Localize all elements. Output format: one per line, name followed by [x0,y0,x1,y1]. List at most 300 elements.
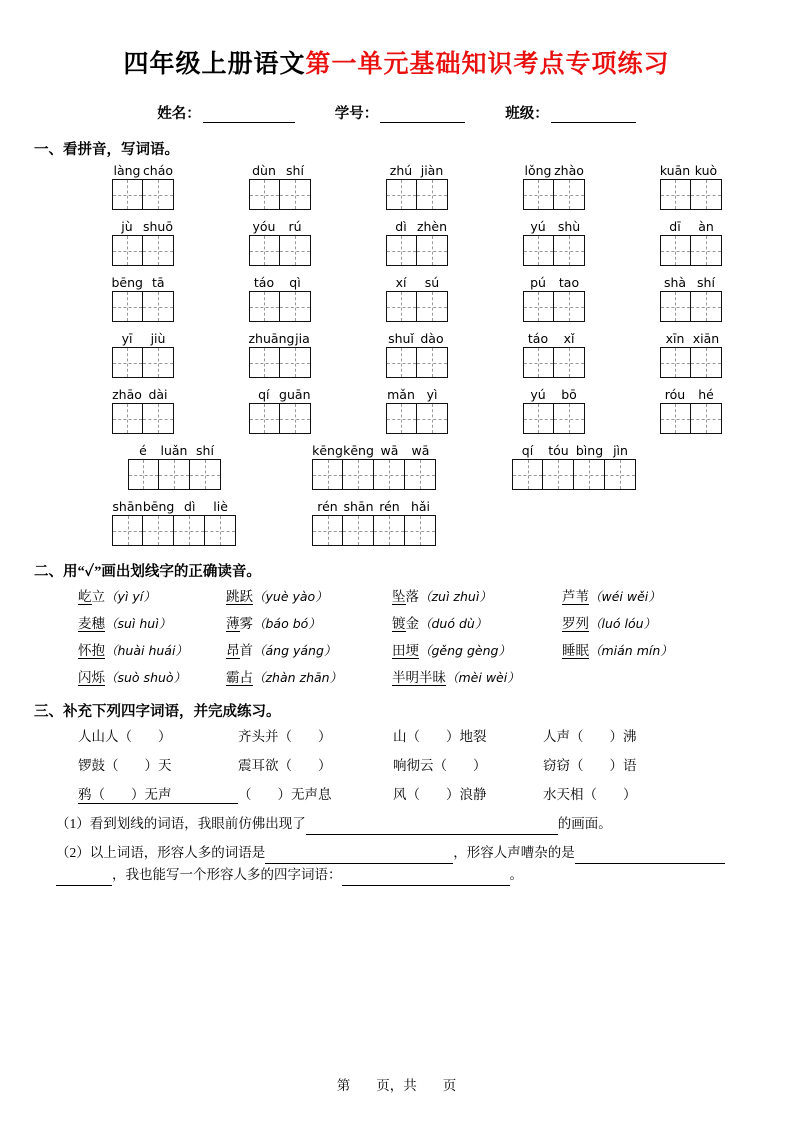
pronunciation-row [78,639,759,659]
pinyin-word-group [348,331,485,378]
tianzige-boxes[interactable] [386,179,448,210]
idiom-item[interactable] [543,725,693,745]
idiom-suffix: ） [473,758,487,773]
pinyin-cell-slot [485,163,622,210]
pinyin-label [128,443,221,458]
pronunciation-item[interactable] [226,639,392,659]
tianzige-cell[interactable] [143,291,174,322]
tianzige-boxes[interactable] [523,179,585,210]
q1-blank[interactable] [306,819,558,835]
pinyin-options[interactable]: （suò shuò） [105,670,187,685]
pinyin-cell-slot [485,219,622,266]
pinyin-syllable: bēng [111,275,143,290]
pinyin-cell-slot [622,219,759,266]
tianzige-boxes[interactable] [249,235,311,266]
tianzige-cell[interactable] [574,459,605,490]
tianzige-cell[interactable] [112,179,143,210]
tianzige-cell[interactable] [554,291,585,322]
tianzige-boxes[interactable] [112,179,174,210]
tianzige-cell[interactable] [249,347,280,378]
pronunciation-row [78,666,759,686]
pinyin-label [249,331,311,346]
tianzige-cell[interactable] [405,459,436,490]
pinyin-syllable: dào [420,331,444,346]
tianzige-cell[interactable] [343,459,374,490]
pinyin-syllable: bìng [575,443,604,458]
pinyin-options[interactable]: （mián mín） [589,643,673,658]
pinyin-label [660,163,722,178]
word-rest: 金 [405,616,419,631]
underlined-word: 闪烁 [78,670,105,685]
tianzige-cell[interactable] [249,291,280,322]
pinyin-word-group [211,163,348,210]
pinyin-cell-slot [348,163,485,210]
pinyin-options[interactable]: （luó lóu） [589,616,657,631]
pinyin-syllable: jìn [613,443,628,458]
name-blank[interactable] [203,109,295,123]
pinyin-syllable: táo [253,275,275,290]
tianzige-cell[interactable] [112,291,143,322]
pinyin-options[interactable]: （duó dù） [419,616,488,631]
q2-blank-1[interactable] [265,848,453,864]
tianzige-cell[interactable] [386,235,417,266]
pronunciation-item[interactable] [392,666,562,686]
tianzige-boxes[interactable] [249,179,311,210]
idiom-item[interactable] [393,725,543,745]
pronunciation-item[interactable] [78,612,226,632]
pinyin-syllable: mǎn [387,387,415,402]
pinyin-cell-slot [74,163,211,210]
pinyin-label [112,219,174,234]
footer-post: 页 [442,1078,457,1093]
q2-blank-3[interactable] [342,870,510,886]
pinyin-cell-slot [485,387,622,434]
pinyin-syllable: hé [698,387,714,402]
idiom-row [78,783,759,804]
tianzige-boxes[interactable] [386,403,448,434]
tianzige-cell[interactable] [280,179,311,210]
tianzige-boxes[interactable] [660,179,722,210]
tianzige-cell[interactable] [112,347,143,378]
tianzige-boxes[interactable] [523,403,585,434]
pinyin-syllable: tao [558,275,580,290]
tianzige-boxes[interactable] [249,403,311,434]
pinyin-syllable: yú [530,387,546,402]
pinyin-word-group [211,331,348,378]
section-2-body [78,585,759,686]
tianzige-cell[interactable] [691,291,722,322]
pinyin-syllable: tóu [548,443,569,458]
class-blank[interactable] [551,109,636,123]
pinyin-label [312,443,436,458]
pinyin-cell-slot [74,275,211,322]
idiom-prefix: 窃窃（ [543,758,584,773]
pinyin-syllable: kēng [343,443,374,458]
pinyin-word-group [485,387,622,434]
tianzige-cell[interactable] [660,235,691,266]
student-id-blank[interactable] [380,109,465,123]
tianzige-cell[interactable] [691,235,722,266]
pinyin-word-group [74,163,211,210]
tianzige-boxes[interactable] [112,347,174,378]
idiom-item[interactable] [78,754,238,774]
pinyin-word-group [74,219,211,266]
q2-blank-2[interactable] [575,848,725,864]
tianzige-cell[interactable] [554,179,585,210]
pinyin-label [386,331,448,346]
idiom-item[interactable] [543,754,693,774]
pinyin-syllable: lǒng [524,163,552,178]
pinyin-syllable: dì [395,219,407,234]
pinyin-cell-slot [74,331,211,378]
page-title [34,44,759,80]
tianzige-cell[interactable] [660,347,691,378]
pinyin-label [660,331,722,346]
tianzige-cell[interactable] [386,291,417,322]
tianzige-cell[interactable] [554,403,585,434]
tianzige-cell[interactable] [312,459,343,490]
tianzige-cell[interactable] [174,515,205,546]
pinyin-cell-slot [274,443,474,490]
pinyin-row-long [34,443,759,490]
pinyin-cell-slot [211,219,348,266]
idiom-suffix: ）地裂 [446,729,487,744]
tianzige-cell[interactable] [280,235,311,266]
pronunciation-item[interactable] [226,612,392,632]
tianzige-cell[interactable] [417,403,448,434]
tianzige-cell[interactable] [523,403,554,434]
pinyin-label [512,443,636,458]
pinyin-syllable: kuò [694,163,718,178]
tianzige-cell[interactable] [660,179,691,210]
pinyin-label [523,163,585,178]
pronunciation-item[interactable] [562,639,722,659]
idiom-item[interactable] [393,754,543,774]
tianzige-boxes[interactable] [128,459,221,490]
pinyin-syllable: wā [380,443,399,458]
pinyin-label [386,275,448,290]
tianzige-cell[interactable] [523,179,554,210]
pinyin-syllable: zhuāng [248,331,295,346]
tianzige-cell[interactable] [143,179,174,210]
pinyin-word-group [274,499,474,546]
title-part-2: 第一单元 [305,51,410,78]
pinyin-syllable: shān [343,499,374,514]
pinyin-cell-slot [211,331,348,378]
tianzige-boxes[interactable] [249,347,311,378]
pinyin-syllable: qí [521,443,534,458]
underlined-word: 霸占 [226,670,253,685]
tianzige-cell[interactable] [417,235,448,266]
pinyin-cell-slot [211,387,348,434]
tianzige-cell[interactable] [280,347,311,378]
idiom-prefix: 人山人（ [78,729,132,744]
pronunciation-item[interactable] [226,585,392,605]
q2-blank-2-cont[interactable] [56,870,112,886]
tianzige-cell[interactable] [386,347,417,378]
q2-text-b: ，形容人声嘈杂的是 [453,845,575,860]
pinyin-options[interactable]: （zhàn zhān） [253,670,343,685]
section-2-heading: 二、用“✓”画出划线字的正确读音。 [34,564,261,580]
tianzige-cell[interactable] [190,459,221,490]
pinyin-label [523,331,585,346]
tianzige-cell[interactable] [374,459,405,490]
pronunciation-item[interactable] [392,612,562,632]
q1-text-a: （1）看到划线的词语，我眼前仿佛出现了 [56,816,306,831]
pinyin-options[interactable]: （wéi wěi） [589,589,661,604]
tianzige-cell[interactable] [554,347,585,378]
pinyin-cell-slot [485,331,622,378]
pinyin-syllable: yī [121,331,133,346]
idiom-suffix: ） [318,729,332,744]
idiom-prefix: 震耳欲（ [238,758,292,773]
tianzige-cell[interactable] [660,291,691,322]
tianzige-cell[interactable] [143,347,174,378]
underlined-word: 半明半昧 [392,670,446,685]
word-rest: 立 [91,589,105,604]
pinyin-syllable: zhāo [112,387,142,402]
idiom-item[interactable] [238,783,393,804]
tianzige-cell[interactable] [343,515,374,546]
tianzige-cell[interactable] [112,403,143,434]
underlined-word: 屹 [78,589,92,604]
tianzige-boxes[interactable] [112,515,236,546]
pinyin-syllable: luǎn [160,443,188,458]
tianzige-boxes[interactable] [112,403,174,434]
pinyin-options[interactable]: （yì yí） [105,589,156,604]
class-label: 班级： [505,106,549,122]
pinyin-word-group [474,443,674,490]
pinyin-row [34,219,759,266]
tianzige-boxes[interactable] [660,291,722,322]
pinyin-syllable: dài [148,387,168,402]
pronunciation-item[interactable] [562,585,722,605]
tianzige-cell[interactable] [112,515,143,546]
tianzige-cell[interactable] [543,459,574,490]
pinyin-options[interactable]: （báo bó） [253,616,321,631]
name-field[interactable] [157,102,295,123]
word-rest: 雾 [239,616,253,631]
pinyin-syllable: dī [669,219,681,234]
tianzige-cell[interactable] [280,403,311,434]
tianzige-cell[interactable] [554,235,585,266]
idiom-item[interactable] [78,783,238,804]
tianzige-cell[interactable] [417,291,448,322]
pinyin-cell-slot [485,275,622,322]
idiom-suffix: ） [318,758,332,773]
pinyin-syllable: yì [426,387,438,402]
pinyin-cell-slot [74,387,211,434]
pinyin-cell-slot [211,275,348,322]
pinyin-row [34,387,759,434]
tianzige-cell[interactable] [660,403,691,434]
pinyin-syllable: shuō [142,219,173,234]
pinyin-label [112,499,236,514]
pinyin-word-group [622,219,759,266]
tianzige-boxes[interactable] [386,235,448,266]
idiom-suffix: ） [158,729,172,744]
pinyin-options[interactable]: （zuì zhuì） [419,589,492,604]
idiom-item[interactable] [543,783,693,804]
tianzige-boxes[interactable] [660,235,722,266]
pinyin-cell-slot [348,219,485,266]
pinyin-word-group [348,275,485,322]
pronunciation-item[interactable] [78,585,226,605]
idiom-item[interactable] [78,725,238,745]
tianzige-boxes[interactable] [523,235,585,266]
pinyin-word-group [74,443,274,490]
tianzige-cell[interactable] [280,291,311,322]
pronunciation-item[interactable] [392,639,562,659]
pinyin-label [112,275,174,290]
tianzige-cell[interactable] [417,179,448,210]
pinyin-word-group [74,275,211,322]
pinyin-syllable: xiān [692,331,720,346]
tianzige-cell[interactable] [691,403,722,434]
pinyin-label [112,387,174,402]
pinyin-label [386,163,448,178]
tianzige-cell[interactable] [386,403,417,434]
q2-text-a: （2）以上词语，形容人多的词语是 [56,845,266,860]
pinyin-word-group [622,275,759,322]
underlined-word: 田埂 [392,643,419,658]
tianzige-boxes[interactable] [523,347,585,378]
section-1-grid-rows [34,163,759,434]
pinyin-syllable: qì [289,275,301,290]
tianzige-cell[interactable] [249,403,280,434]
idiom-suffix: ）沸 [609,729,637,744]
pinyin-syllable: xǐ [563,331,575,346]
tianzige-cell[interactable] [523,347,554,378]
pinyin-syllable: rén [379,499,400,514]
pinyin-options[interactable]: （mèi wèi） [446,670,520,685]
tianzige-cell[interactable] [512,459,543,490]
pinyin-syllable: xí [395,275,407,290]
footer-pre: 第 [336,1078,351,1093]
tianzige-cell[interactable] [143,235,174,266]
tianzige-cell[interactable] [159,459,190,490]
tianzige-cell[interactable] [691,179,722,210]
pinyin-syllable: sú [424,275,440,290]
tianzige-boxes[interactable] [112,291,174,322]
tianzige-cell[interactable] [249,235,280,266]
section-1-heading: 一、看拼音，写词语。 [34,142,179,158]
pinyin-label [660,387,722,402]
idiom-prefix: 鸦（ [78,787,105,802]
tianzige-cell[interactable] [249,179,280,210]
pinyin-label [386,387,448,402]
pinyin-syllable: bō [561,387,577,402]
tianzige-cell[interactable] [523,235,554,266]
pinyin-label [312,499,436,514]
idiom-item[interactable] [238,725,393,745]
tianzige-cell[interactable] [205,515,236,546]
tianzige-boxes[interactable] [660,347,722,378]
tianzige-cell[interactable] [128,459,159,490]
pinyin-row [34,275,759,322]
pinyin-options[interactable]: （áng yáng） [253,643,337,658]
tianzige-boxes[interactable] [386,347,448,378]
tianzige-boxes[interactable] [386,291,448,322]
pinyin-word-group [485,331,622,378]
pronunciation-item[interactable] [78,666,226,686]
pinyin-syllable: shuǐ [388,331,414,346]
idiom-item[interactable] [393,783,543,804]
tianzige-cell[interactable] [417,347,448,378]
idiom-prefix: 人声（ [543,729,584,744]
tianzige-boxes[interactable] [112,235,174,266]
pinyin-word-group [74,331,211,378]
idiom-item[interactable] [238,754,393,774]
tianzige-boxes[interactable] [512,459,636,490]
idiom-suffix: ）无声 [131,787,172,802]
pronunciation-item[interactable] [78,639,226,659]
student-id-field[interactable] [335,102,466,123]
pinyin-options[interactable]: （yuè yào） [253,589,328,604]
tianzige-boxes[interactable] [312,515,436,546]
section-3-heading: 三、补充下列四字词语，并完成练习。 [34,704,281,720]
pronunciation-item[interactable] [392,585,562,605]
pinyin-label [249,163,311,178]
pinyin-label [249,219,311,234]
pronunciation-item[interactable] [562,612,722,632]
tianzige-cell[interactable] [143,515,174,546]
pinyin-label [249,275,311,290]
tianzige-boxes[interactable] [249,291,311,322]
pinyin-word-group [622,331,759,378]
underlined-word: 薄 [226,616,240,631]
tianzige-boxes[interactable] [660,403,722,434]
pinyin-options[interactable]: （suì huì） [105,616,172,631]
pronunciation-row [78,612,759,632]
idiom-suffix: ）浪静 [446,787,487,802]
pinyin-options[interactable]: （huài huái） [105,643,188,658]
word-rest: 首 [239,643,253,658]
pinyin-syllable: liè [213,499,228,514]
pinyin-syllable: shí [697,275,715,290]
pinyin-cell-slot [74,443,274,490]
tianzige-cell[interactable] [605,459,636,490]
tianzige-cell[interactable] [523,291,554,322]
pinyin-syllable: jù [121,219,133,234]
pinyin-word-group [74,387,211,434]
tianzige-cell[interactable] [312,515,343,546]
pinyin-word-group [622,163,759,210]
section-1-long-rows [34,443,759,546]
tianzige-boxes[interactable] [523,291,585,322]
pinyin-syllable: zhèn [416,219,448,234]
pinyin-word-group [485,163,622,210]
pinyin-label [660,219,722,234]
pinyin-word-group [211,387,348,434]
pronunciation-item[interactable] [226,666,392,686]
pinyin-options[interactable]: （gěng gèng） [419,643,511,658]
tianzige-cell[interactable] [112,235,143,266]
tianzige-cell[interactable] [143,403,174,434]
tianzige-boxes[interactable] [312,459,436,490]
pinyin-cell-slot [74,499,274,546]
pinyin-syllable: jiù [150,331,166,346]
pinyin-label [112,331,174,346]
class-field[interactable] [505,102,636,123]
underlined-word: 坠 [392,589,406,604]
pinyin-cell-slot [274,499,474,546]
tianzige-cell[interactable] [405,515,436,546]
tianzige-cell[interactable] [374,515,405,546]
tianzige-cell[interactable] [386,179,417,210]
pinyin-cell-slot [211,163,348,210]
tianzige-cell[interactable] [691,347,722,378]
